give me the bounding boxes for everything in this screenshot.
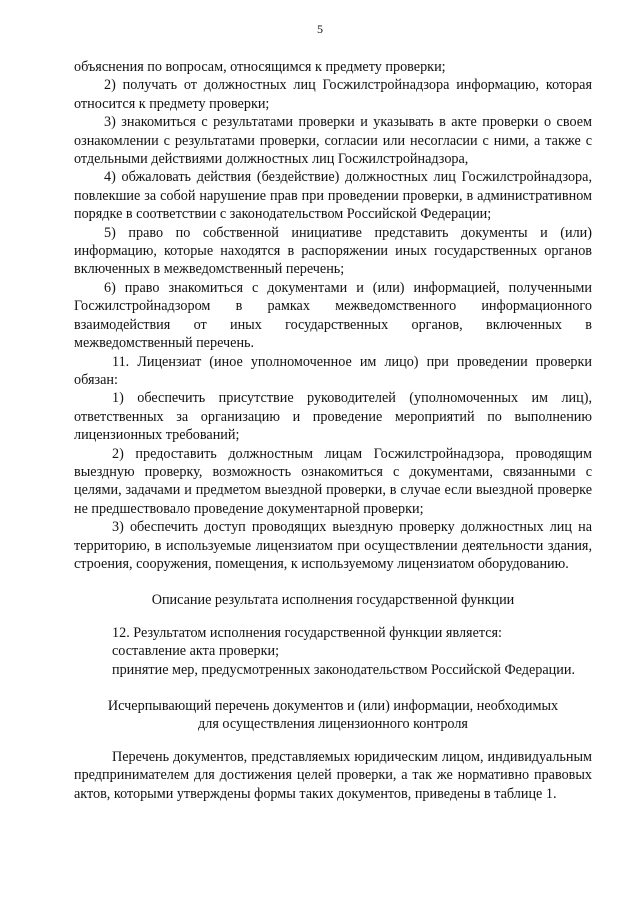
section-heading-documents-line2: для осуществления лицензионного контроля [198, 716, 468, 733]
paragraph-obligations-intro: 11. Лицензиат (иное уполномоченное им лицо) при проведении проверки обязан: [74, 353, 592, 388]
paragraph-documents-list: Перечень документов, представляемых юридическим лицом, индивидуальным предпринимателем для достижения целей проверки, а так же нормативно правовых актов, которыми утверждены формы таких документов, приведены в таблице 1. [74, 748, 592, 802]
paragraph-right-5: 5) право по собственной инициативе представить документы и (или) информацию, которые находятся в распоряжении иных государственных органов включенных в межведомственный перечень; [74, 224, 592, 278]
document-body [74, 58, 592, 803]
section-heading-documents-line1: Исчерпывающий перечень документов и (или) информации, необходимых [107, 698, 559, 714]
paragraph-right-2: 2) получать от должностных лиц Госжилстройнадзора информацию, которая относится к предмету проверки; [74, 77, 592, 112]
paragraph-obligation-3: 3) обеспечить доступ проводящих выездную проверку должностных лиц на территорию, в используемые лицензиатом при осуществлении деятельности здания, строения, сооружения, помещения, к используемому лицензиатом оборудованию. [74, 519, 592, 572]
paragraph-result-item-2: принятие мер, предусмотренных законодательством Российской Федерации. [112, 661, 576, 678]
section-heading-result: Описание результата исполнения государственной функции [151, 592, 515, 609]
paragraph-continuation: объяснения по вопросам, относящимся к предмету проверки; [74, 59, 446, 75]
paragraph-right-6: 6) право знакомиться с документами и (или) информацией, полученными Госжилстройнадзором в рамках межведомственного информационного взаимодействия от иных государственных органов, включенных в межведомственный перечень. [74, 279, 592, 352]
paragraph-obligation-2: 2) предоставить должностным лицам Госжилстройнадзора, проводящим выездную проверку, возможность ознакомиться с документами, связанными с целями, задачами и предметом выездной проверки, в случае если выездной проверке не предшествовало проведение документарной проверки; [74, 445, 592, 517]
page-number: 5 [317, 22, 323, 36]
paragraph-obligation-1: 1) обеспечить присутствие руководителей (уполномоченных им лиц), ответственных за организацию и проведение мероприятий по выполнению лицензионных требований; [74, 390, 592, 444]
paragraph-result-intro: 12. Результатом исполнения государственной функции является: [112, 624, 503, 641]
paragraph-right-4: 4) обжаловать действия (бездействие) должностных лиц Госжилстройнадзора, повлекшие за собой нарушение прав при проведении проверки, в административном порядке в соответствии с законодательством Российской Федерации; [74, 169, 592, 223]
paragraph-right-3: 3) знакомиться с результатами проверки и указывать в акте проверки о своем ознакомлении с результатами проверки, согласии или несогласии с ними, а также с отдельными действиями должностных лиц Госжилстройнадзора, [74, 114, 592, 168]
paragraph-result-item-1: составление акта проверки; [112, 643, 280, 660]
